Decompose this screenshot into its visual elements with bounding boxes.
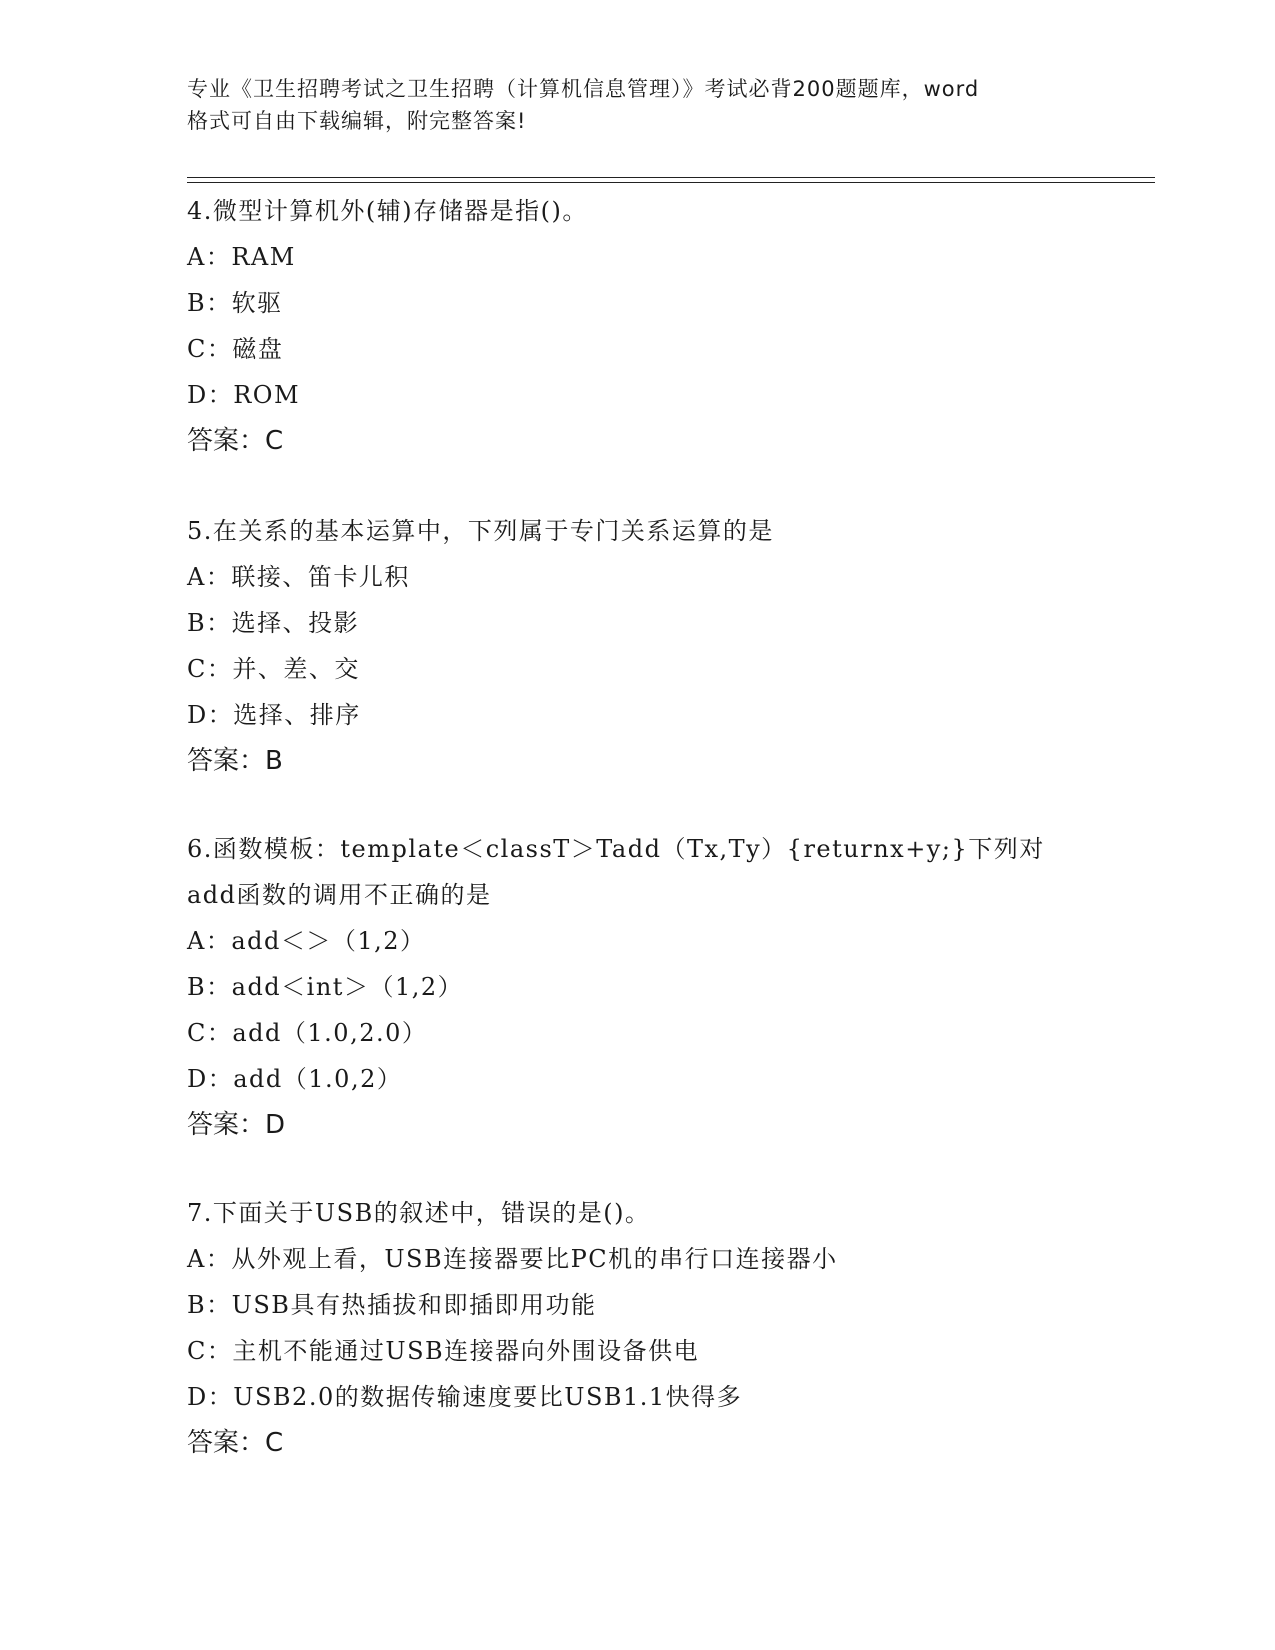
option-c: C：并、差、交 bbox=[187, 655, 360, 683]
option-d: D：USB2.0的数据传输速度要比USB1.1快得多 bbox=[187, 1383, 743, 1411]
option-a: A：add＜＞（1,2） bbox=[187, 927, 426, 955]
option-a: A：RAM bbox=[187, 243, 296, 271]
question-4 bbox=[187, 188, 1087, 464]
question-stem: 4.微型计算机外(辅)存储器是指()。 bbox=[187, 197, 588, 225]
question-5 bbox=[187, 508, 1087, 784]
option-b: B：add＜int＞（1,2） bbox=[187, 973, 464, 1001]
option-a: A：联接、笛卡儿积 bbox=[187, 563, 410, 591]
header-line-1: 专业《卫生招聘考试之卫生招聘（计算机信息管理）》考试必背200题题库，word bbox=[187, 77, 980, 101]
option-c: C：磁盘 bbox=[187, 335, 284, 363]
header-divider-top bbox=[187, 177, 1155, 178]
option-a: A：从外观上看，USB连接器要比PC机的串行口连接器小 bbox=[187, 1245, 838, 1273]
document-header bbox=[187, 73, 1087, 137]
answer: 答案：D bbox=[187, 1110, 286, 1140]
answer: 答案：B bbox=[187, 746, 283, 776]
answer: 答案：C bbox=[187, 1428, 284, 1458]
question-7 bbox=[187, 1190, 1087, 1466]
option-d: D：add（1.0,2） bbox=[187, 1065, 403, 1093]
question-6 bbox=[187, 826, 1087, 1148]
option-b: B：选择、投影 bbox=[187, 609, 360, 637]
option-b: B：USB具有热插拔和即插即用功能 bbox=[187, 1291, 597, 1319]
option-d: D：选择、排序 bbox=[187, 701, 361, 729]
option-b: B：软驱 bbox=[187, 289, 283, 317]
question-stem: 7.下面关于USB的叙述中，错误的是()。 bbox=[187, 1199, 651, 1227]
option-c: C：主机不能通过USB连接器向外围设备供电 bbox=[187, 1337, 700, 1365]
header-divider-bottom bbox=[187, 182, 1155, 183]
header-line-2: 格式可自由下载编辑，附完整答案! bbox=[187, 109, 527, 133]
question-stem: 5.在关系的基本运算中，下列属于专门关系运算的是 bbox=[187, 517, 774, 545]
answer: 答案：C bbox=[187, 426, 284, 456]
option-d: D：ROM bbox=[187, 381, 301, 409]
question-stem-line-2: add函数的调用不正确的是 bbox=[187, 881, 492, 909]
question-stem-line-1: 6.函数模板：template＜classT＞Tadd（Tx,Ty）{returnx+y;}下列对 bbox=[187, 835, 1045, 863]
option-c: C：add（1.0,2.0） bbox=[187, 1019, 428, 1047]
